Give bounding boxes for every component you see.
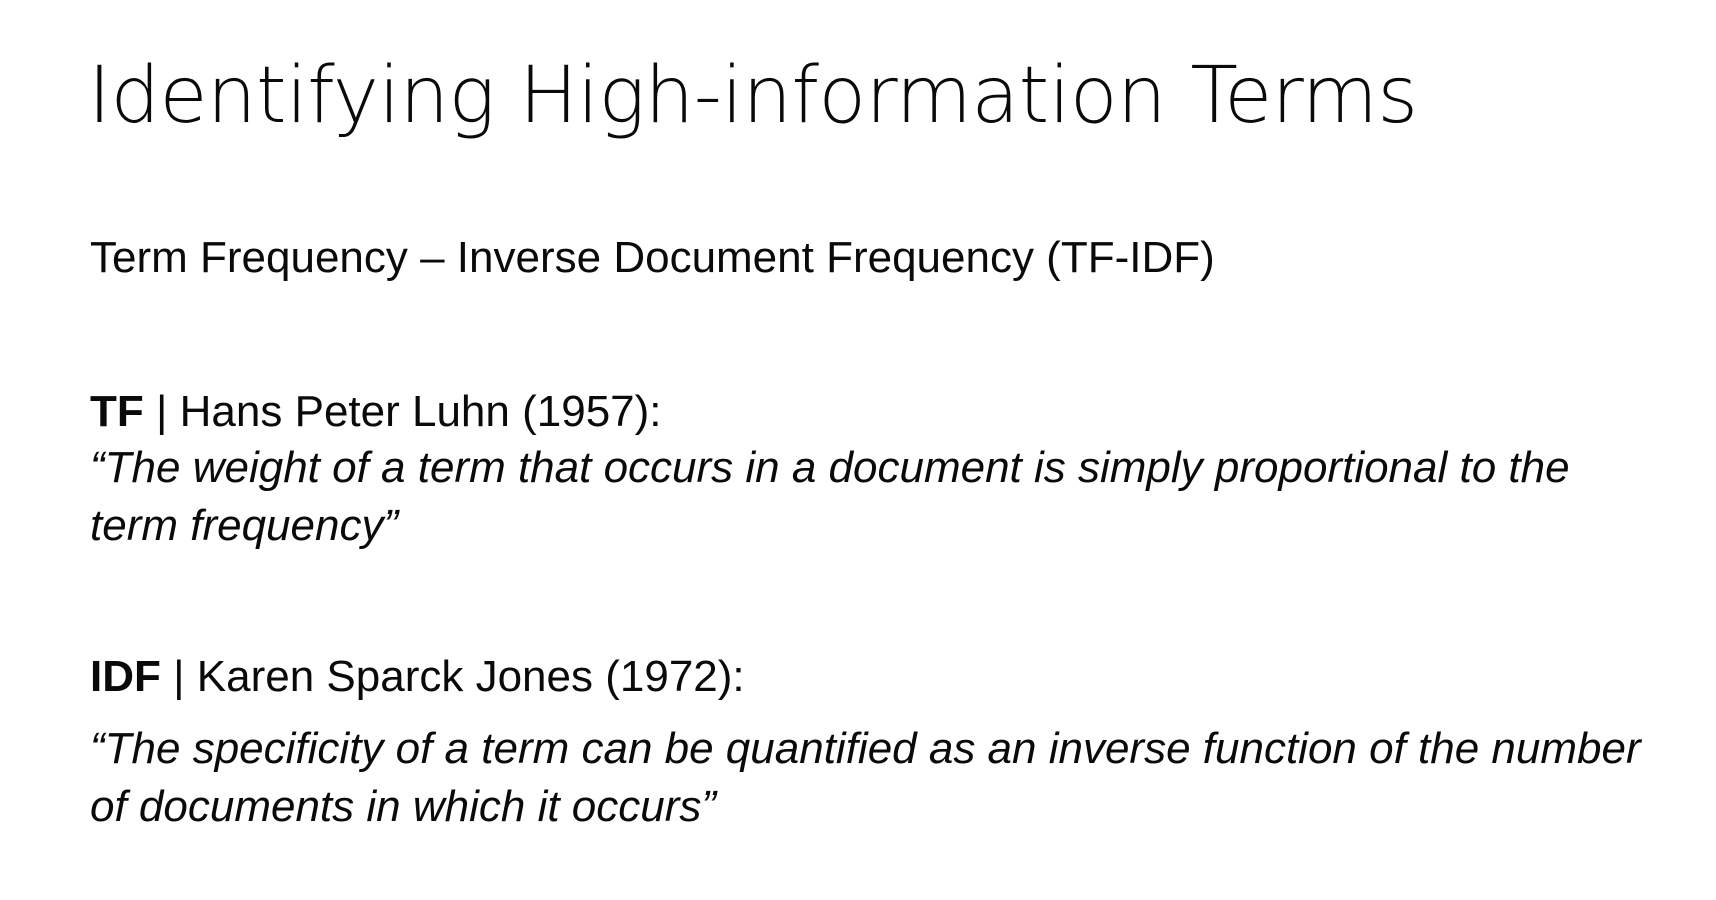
tf-attribution: Hans Peter Luhn (1957): [179, 387, 662, 436]
slide-subtitle: Term Frequency – Inverse Document Frequency (TF-IDF) [90, 233, 1215, 282]
idf-section [90, 651, 1650, 836]
tf-section [90, 386, 1650, 555]
tf-quote: “The weight of a term that occurs in a document is simply proportional to the term frequency” [90, 442, 1570, 550]
idf-quote: “The specificity of a term can be quantified as an inverse function of the number of documents in which it occurs” [90, 723, 1641, 831]
idf-abbreviation: IDF [90, 652, 161, 701]
slide-title: Identifying High-information Terms [88, 51, 1418, 141]
idf-separator: | [160, 652, 197, 701]
tf-separator: | [143, 387, 180, 436]
tf-abbreviation: TF [90, 387, 144, 436]
idf-attribution: Karen Sparck Jones (1972): [196, 652, 745, 701]
tf-heading [90, 386, 1650, 439]
idf-heading [90, 651, 1650, 704]
